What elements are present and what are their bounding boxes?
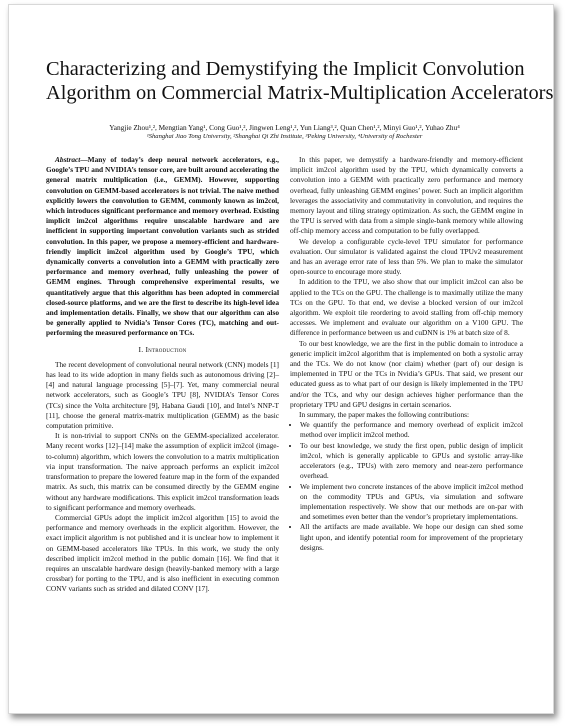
contribution-item: • All the artifacts are made available. We hope our design can shed some light upon, and identify potential room for improvement of the proprietary designs. (300, 522, 523, 553)
intro-paragraph-2: It is non-trivial to support CNNs on the GEMM-specialized accelerator. Many recent works [12]–[14] make the assumption of explicit im2col (image-to-column) algorithm, which lowers the convolution to a matrix multiplication via input transformation. The naive approach performs an explicit im2col transformation to prepare the lowered feature map in the form of the expanded matrix. As such, this matrix can be consumed directly by the GEMM engine without any hardware modifications. This explicit im2col transformation leads to significant performance and memory overheads. (46, 431, 279, 512)
right-paragraph-5: In summary, the paper makes the following contributions: (299, 410, 470, 420)
intro-paragraph-1: The recent development of convolutional neural network (CNN) models [1] has lead to its wide adoption in many fields such as autonomous driving [2]–[4] and natural language processing [5]–[7]. Yet, many commercial neural network accelerators, such as Google’s TPU [8], NVIDIA’s Tensor Cores (TCs) since the Volta architecture [9], Habana Gaudi [10], and Intel’s NNP-T [11], choose the general matrix-matrix multiplication (GEMM) as the basic computation primitive. (46, 359, 279, 431)
title-line-2: Algorithm on Commercial Matrix-Multiplication Accelerators (46, 82, 554, 104)
contribution-item: • To our best knowledge, we study the first open, public design of implicit im2col, which is generally applicable to GPUs and systolic array-like accelerators (e.g., TPUs) with zero memory and near-zero performance overhead. (300, 441, 523, 482)
abstract-text: —Many of today’s deep neural network accelerators, e.g., Google’s TPU and NVIDIA’s tensor core, are built around accelerating the general matrix multiplication (i.e., GEMM). However, supporting convolution on GEMM-based accelerators is not trivial. The naive method explicitly lowers the convolution to GEMM, commonly known as im2col, which introduces significant performance and memory overhead. Existing implicit im2col algorithms require unscalable hardware and are inefficient in supporting important convolution variants such as strided convolution. In this paper, we propose a memory-efficient and hardware-friendly implicit im2col algorithm used by Google’s TPU, which dynamically converts a convolution into a GEMM with practically zero performance and memory overhead, fully unleashing the power of GEMM engines. Through comprehensive experimental results, we quantitatively argue that this algorithm has been adopted in commercial closed-source platforms, and we are the first to describe its high-level idea and implementation details. Finally, we show that our algorithm can also be generally applied to Nvidia’s Tensor Cores (TC), matching and out-performing the measured performance on TCs. (46, 155, 280, 338)
abstract-lead: Abstract (55, 155, 81, 164)
contribution-item: • We implement two concrete instances of the above implicit im2col method on the commodity TPUs and GPUs, via simulation and software implementation respectively. We show that our methods are on-par with and sometimes even better than the vendor’s proprietary implementations. (300, 482, 523, 523)
section-heading-introduction: I. Introduction (138, 344, 187, 354)
paper-title (46, 57, 554, 105)
right-paragraph-4: To our best knowledge, we are the first in the public domain to introduce a generic implicit im2col algorithm that is implemented on both a systolic array and the TCs. We do not know (nor claim) whether (part of) our design is implemented in TPU or the TCs in Nvidia’s GPUs. That said, we present our educated guess as to what part of our design is likely implemented in the TPU and/or the TCs, and why our design achieves higher performance than the proprietary TPU and GPU designs in certain scenarios. (290, 338, 523, 409)
abstract (46, 155, 279, 339)
right-paragraph-3: In addition to the TPU, we also show that our implicit im2col can also be applied to the TCs on the GPU. The challenge is to maximally utilize the many TCs on the GPU. To that end, we devise a blocked version of our im2col algorithm. We exploit tile reordering to avoid stalling from off-chip memory accesses. We implement and evaluate our algorithm on a V100 GPU. The difference in performance between us and cuDNN is 1% at batch size of 8. (290, 277, 523, 338)
contribution-item: • We quantify the performance and memory overhead of explicit im2col method over implicit im2col method. (300, 420, 523, 440)
intro-paragraph-3: Commercial GPUs adopt the implicit im2col algorithm [15] to avoid the performance and memory overheads in the explicit algorithm. However, the exact implicit algorithm is not published and it is unclear how to implement it on GEMM-based accelerators like TPUs. In this work, we study the only described implicit im2col method in the public domain [16]. We find that it requires an unscalable hardware design (heavily-banked memory with a large crossbar) for porting to the TPU, and is also inefficient in executing common CONV variants such as strided and dilated CONV [17]. (46, 512, 279, 594)
paper-page (8, 4, 554, 714)
contributions-list (290, 420, 523, 553)
right-paragraph-1: In this paper, we demystify a hardware-friendly and memory-efficient implicit im2col algorithm used by the TPU, which dynamically converts a convolution into a GEMM with practically zero performance and memory overhead, fully unleashing GEMM engines’ power. Such an implicit algorithm leverages the associativity and commutativity in convolution, and requires the memory layout and tiling strategy optimization. As such, the GEMM engine in the TPU is served with data from a simple single-bank memory while allowing off-chip memory access and computation to be fully overlapped. (290, 155, 523, 236)
title-line-1: Characterizing and Demystifying the Implicit Convolution (46, 58, 525, 80)
two-column-body (46, 155, 523, 595)
right-column (290, 155, 523, 595)
author-list: Yangjie Zhou¹,², Mengtian Yang¹, Cong Guo¹,², Jingwen Leng¹,², Yun Liang³,², Quan Chen¹,², Minyi Guo¹,², Yuhao Zhu⁴ (109, 123, 460, 132)
left-column (46, 155, 279, 595)
affiliations: ¹Shanghai Jiao Tong University, ²Shanghai Qi Zhi Institute, ³Peking University, ⁴University of Rochester (146, 133, 423, 140)
right-paragraph-2: We develop a configurable cycle-level TPU simulator for performance evaluation. Our simulator is validated against the cloud TPUv2 measurement and has an average error rate of less than 5%. We plan to make the simulator open-source to encourage more study. (290, 236, 523, 277)
